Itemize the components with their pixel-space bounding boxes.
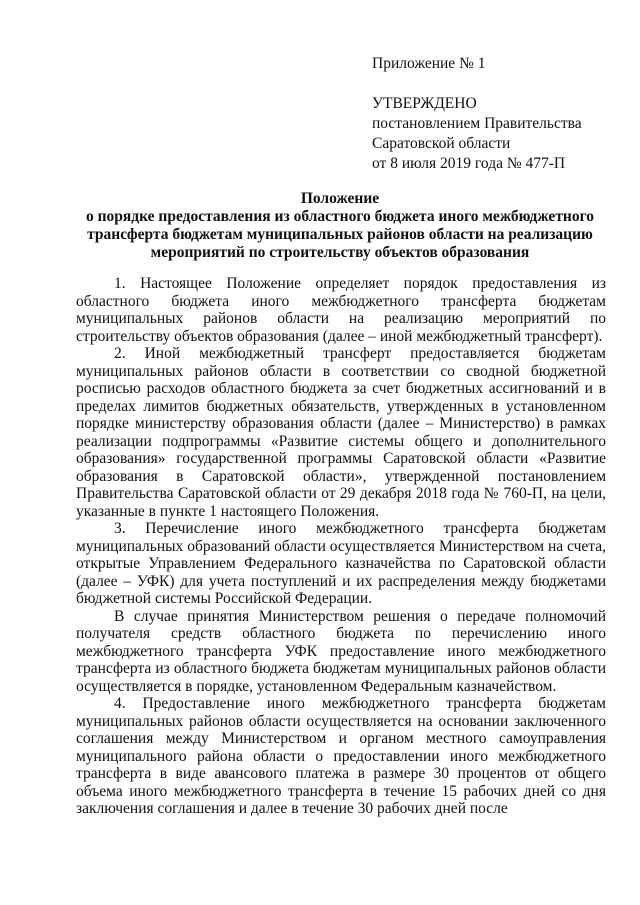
document-body <box>76 275 606 818</box>
approved-stamp-label: УТВЕРЖДЕНО <box>372 95 477 112</box>
appendix-label: Приложение № 1 <box>372 55 486 72</box>
approval-line-3: от 8 июля 2019 года № 477-П <box>372 155 566 172</box>
approval-block <box>372 54 622 174</box>
title-line-2: о порядке предоставления из областного бюджета иного межбюджетного <box>85 208 595 225</box>
approval-line-2: Саратовской области <box>372 135 511 152</box>
document-title <box>60 190 620 262</box>
approval-line-1: постановлением Правительства <box>372 115 582 132</box>
paragraph-1: 1. Настоящее Положение определяет порядок предоставления из областного бюджета иного межбюджетного трансферта бюджетам муниципальных районов области на реализацию мероприятий по строительству объектов образования (далее – иной межбюджетный трансферт). <box>76 275 606 345</box>
paragraph-2: 2. Иной межбюджетный трансферт предоставляется бюджетам муниципальных районов области в соответствии со сводной бюджетной росписью расходов областного бюджета за счет бюджетных ассигнований и в пределах лимитов бюджетных обязательств, утвержденных в установленном порядке министерству образования области (далее – Министерство) в рамках реализации подпрограммы «Развитие системы общего и дополнительного образования» государственной программы Саратовской области «Развитие образования в Саратовской области», утвержденной постановлением Правительства Саратовской области от 29 декабря 2018 года № 760-П, на цели, указанные в пункте 1 настоящего Положения. <box>76 345 606 520</box>
paragraph-3: 3. Перечисление иного межбюджетного трансферта бюджетам муниципальных образований области осуществляется Министерством на счета, открытые Управлением Федерального казначейства по Саратовской области (далее – УФК) для учета поступлений и их распределения между бюджетами бюджетной системы Российской Федерации. <box>76 520 606 607</box>
paragraph-4: 4. Предоставление иного межбюджетного трансферта бюджетам муниципальных районов области осуществляется на основании заключенного соглашения между Министерством и органом местного самоуправления муниципального района области о предоставлении иного межбюджетного трансферта в виде авансового платежа в размере 30 процентов от общего объема иного межбюджетного трансферта в течение 15 рабочих дней со дня заключения соглашения и далее в течение 30 рабочих дней после <box>76 695 606 817</box>
paragraph-3-continued: В случае принятия Министерством решения о передаче полномочий получателя средств областного бюджета по перечислению иного межбюджетного трансферта УФК предоставление иного межбюджетного трансферта из областного бюджета бюджетам муниципальных районов области осуществляется в порядке, установленном Федеральным казначейством. <box>76 607 606 695</box>
title-line-1: Положение <box>300 190 380 207</box>
title-line-3: трансферта бюджетам муниципальных районов области на реализацию <box>87 226 593 243</box>
title-line-4: мероприятий по строительству объектов образования <box>150 244 530 261</box>
